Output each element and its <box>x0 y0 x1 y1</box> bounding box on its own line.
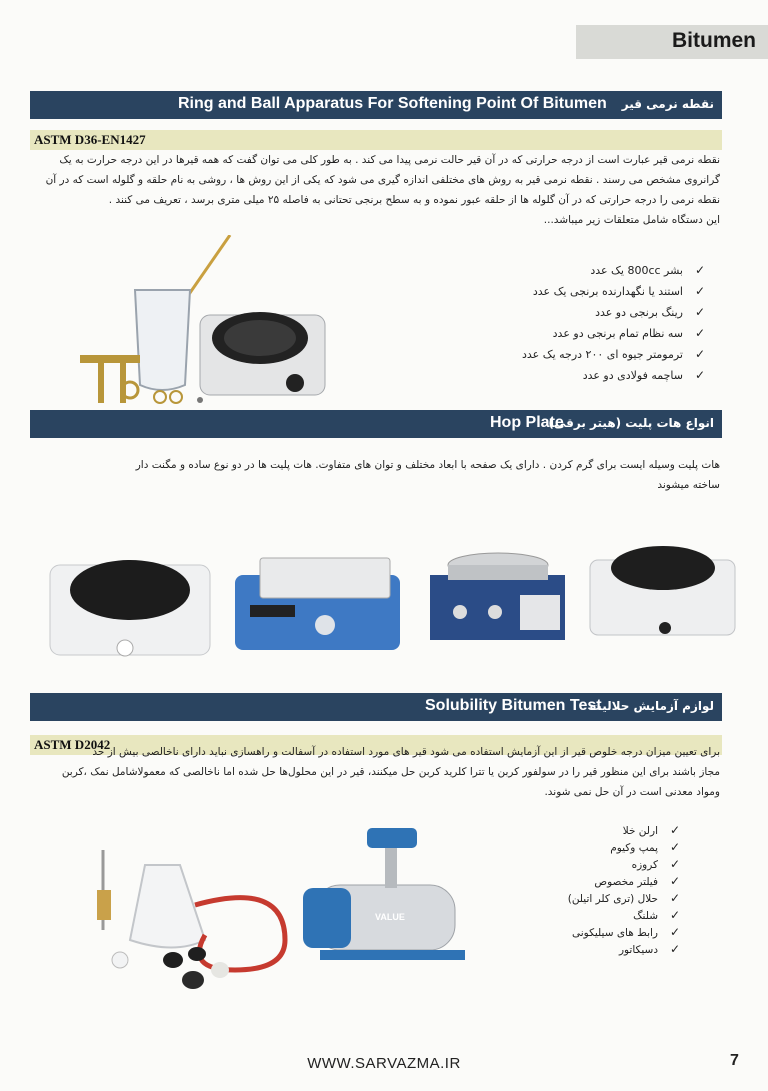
section2-title-en: Hop Plate <box>490 414 564 431</box>
check-icon: ✓ <box>694 284 705 298</box>
section1-para-line: نقطه نرمی قیر عبارت است از درجه حرارتی که در آن قیر حالت نرمی پیدا می کند . به طور کلی می توان گفت که همه قیرها در این درجه حرارت به یک <box>59 154 720 166</box>
check-icon: ✓ <box>669 942 680 956</box>
section3-title-fa: لوازم آزمایش حلالیت <box>589 699 714 713</box>
section3-paragraph <box>40 742 720 802</box>
section2-para-line: هات پلیت وسیله ایست برای گرم کردن . دارای یک صفحه با ابعاد مختلف و توان های متفاوت. هات پلیت ها در دو نوع ساده و مگنت دار <box>135 459 720 471</box>
list-item: ✓حلال (تری کلر اتیلن) <box>567 891 680 905</box>
list-item: ✓بشر 800cc یک عدد <box>430 260 705 281</box>
list-item: ✓پمپ وکیوم <box>610 840 680 854</box>
check-icon: ✓ <box>694 263 705 277</box>
section1-para-line: این دستگاه شامل متعلقات زیر میباشد... <box>543 214 720 226</box>
list-item: ✓فیلتر مخصوص <box>594 874 680 888</box>
check-icon: ✓ <box>694 347 705 361</box>
section3-title-en: Solubility Bitumen Test <box>425 697 602 714</box>
check-icon: ✓ <box>669 857 680 871</box>
list-item: ✓ارلن خلا <box>622 823 680 837</box>
section1-standard: ASTM D36-EN1427 <box>34 132 146 147</box>
section2-title-fa: انواع هات پلیت (هیتر برقی) <box>548 416 714 430</box>
footer-url[interactable]: WWW.SARVAZMA.IR <box>307 1055 461 1072</box>
check-icon: ✓ <box>669 891 680 905</box>
section3-para-line: مجاز باشند برای این منظور قیر را در سولفور کربن یا تترا کلرید کربن حل میکنند، قیر در این محلول‌ها حل شده اما ناخالصی که معمولاشامل نمک ،کربن <box>61 766 720 778</box>
list-item: ✓استند یا نگهدارنده برنجی یک عدد <box>430 281 705 302</box>
list-item: ✓شلنگ <box>633 908 680 922</box>
check-icon: ✓ <box>669 874 680 888</box>
page-number: 7 <box>730 1052 739 1069</box>
section1-title-en: Ring and Ball Apparatus For Softening Point Of Bitumen <box>178 95 607 112</box>
check-icon: ✓ <box>694 368 705 382</box>
section3-items-list <box>520 822 680 958</box>
section1-title-bar <box>30 91 722 119</box>
check-icon: ✓ <box>669 908 680 922</box>
solubility-apparatus-image <box>85 820 475 1005</box>
list-item: ✓دسیکاتور <box>618 942 680 956</box>
check-icon: ✓ <box>669 840 680 854</box>
hot-plates-image <box>45 540 745 665</box>
section1-items-list <box>430 260 705 386</box>
header-tag <box>576 25 768 59</box>
section3-standard: ASTM D2042 <box>34 737 111 752</box>
list-item: ✓ساچمه فولادی دو عدد <box>430 365 705 386</box>
section3-para-line: ومواد معدنی است در آن حل نمی شوند. <box>544 786 720 798</box>
section2-para-line: ساخته میشوند <box>657 479 720 491</box>
check-icon: ✓ <box>694 305 705 319</box>
hot-plate-compact-icon <box>590 546 735 635</box>
pump-brand-label: VALUE <box>375 912 405 922</box>
section2-paragraph <box>40 455 720 495</box>
section1-title-fa: نقطه نرمی قیر <box>621 97 714 111</box>
header-tag-label: Bitumen <box>672 29 756 52</box>
list-item: ✓سه نظام تمام برنجی دو عدد <box>430 323 705 344</box>
section1-paragraph <box>40 150 720 230</box>
list-item: ✓ترمومتر جیوه ای ۲۰۰ درجه یک عدد <box>430 344 705 365</box>
hot-plate-single-icon <box>50 560 210 656</box>
ring-ball-apparatus-image <box>70 235 340 410</box>
section3-para-line: برای تعیین میزان درجه خلوص قیر از این آزمایش استفاده می شود قیر های مورد استفاده در آسفالت و راهسازی نباید دارای ناخالصی بیش از حد <box>92 746 720 758</box>
list-item: ✓کروزه <box>631 857 680 871</box>
check-icon: ✓ <box>669 823 680 837</box>
check-icon: ✓ <box>669 925 680 939</box>
hot-plate-stirrer-icon <box>430 553 565 640</box>
section3-title-bar <box>30 693 722 721</box>
hot-plate-digital-icon <box>235 558 400 650</box>
section1-standard-bar <box>30 130 722 150</box>
section1-para-line: گرانروی مشخص می رسند . نقطه نرمی قیر به روش های مختلفی اندازه گیری می شود که یکی از این روش ها ، روشی به نام حلقه و گلوله است که در آن <box>45 174 720 186</box>
section1-para-line: نقطه نرمی را درجه حرارتی که در آن گلوله ها از حلقه عبور نموده و به سطح برنجی تحتانی به فاصله ۲۵ میلی متری برسد ، تعریف می کنند . <box>108 194 720 206</box>
list-item: ✓رینگ برنجی دو عدد <box>430 302 705 323</box>
section2-title-bar <box>30 410 722 438</box>
list-item: ✓رابط های سیلیکونی <box>571 925 680 939</box>
check-icon: ✓ <box>694 326 705 340</box>
